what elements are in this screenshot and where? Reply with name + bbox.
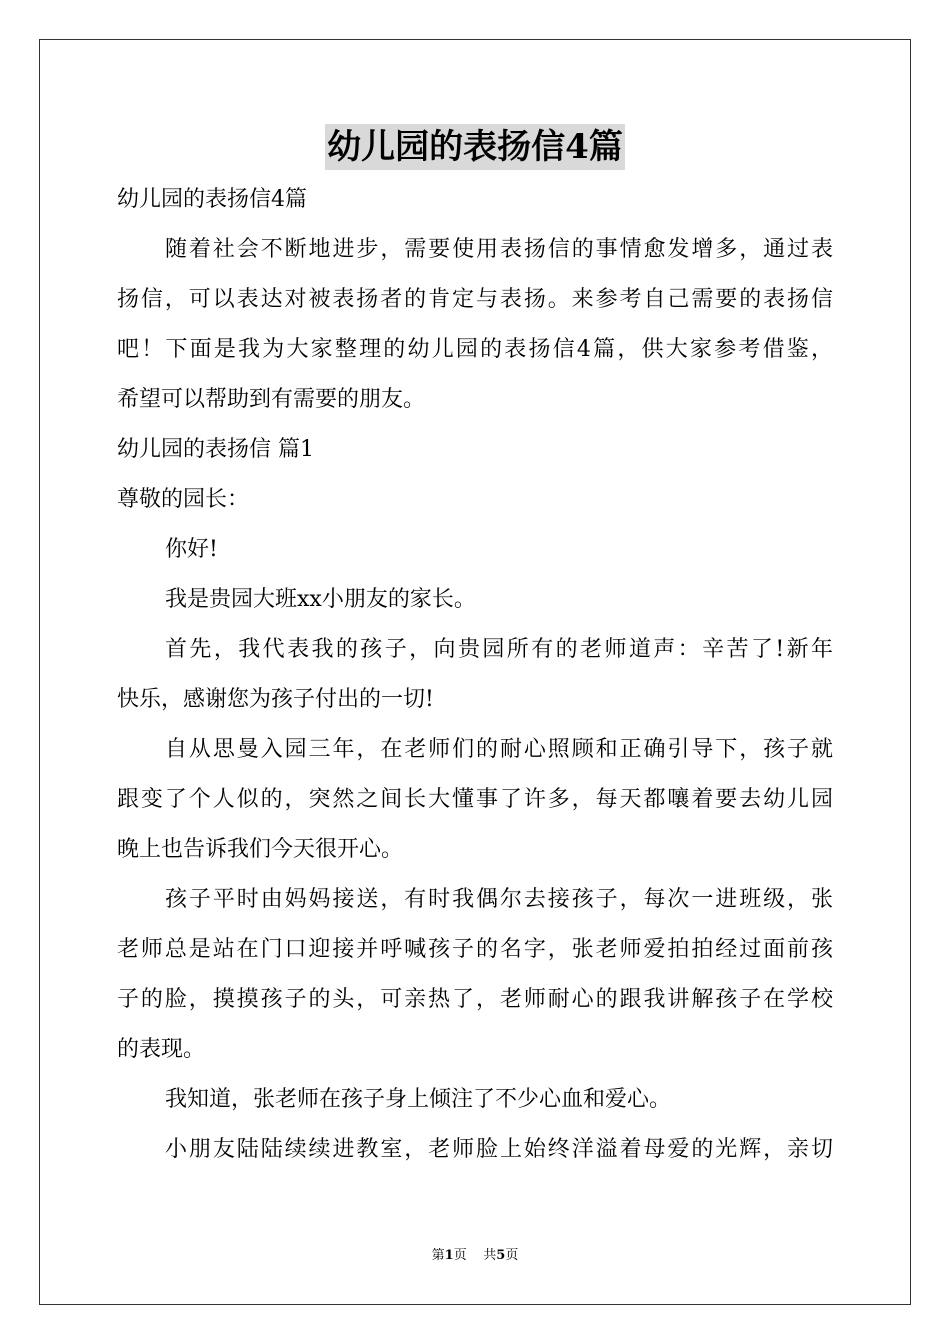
title-wrap <box>0 124 950 170</box>
text-line: 孩子平时由妈妈接送，有时我偶尔去接孩子，每次一进班级，张 <box>165 887 833 912</box>
text-line: 自从思曼入园三年，在老师们的耐心照顾和正确引导下，孩子就 <box>165 737 833 762</box>
page-total: 5 <box>496 1248 506 1263</box>
document-title: 幼儿园的表扬信4篇 <box>325 124 625 170</box>
text-line: 小朋友陆陆续续进教室，老师脸上始终洋溢着母爱的光辉，亲切 <box>165 1137 833 1162</box>
page-number-suffix: 页 <box>453 1248 467 1263</box>
text-line: 子的脸，摸摸孩子的头，可亲热了，老师耐心的跟我讲解孩子在学校 <box>117 987 833 1012</box>
page-total-suffix: 页 <box>505 1248 519 1263</box>
text-line: 老师总是站在门口迎接并呼喊孩子的名字，张老师爱拍拍经过面前孩 <box>117 937 833 962</box>
page-number-current: 1 <box>444 1248 454 1263</box>
text-line: 幼儿园的表扬信 篇1 <box>117 437 314 462</box>
page-total-prefix: 共 <box>483 1248 497 1263</box>
text-line: 尊敬的园长： <box>117 487 250 512</box>
text-line: 吧！下面是我为大家整理的幼儿园的表扬信4篇，供大家参考借鉴， <box>117 337 833 362</box>
page-number-prefix: 第 <box>431 1248 445 1263</box>
text-line: 希望可以帮助到有需要的朋友。 <box>117 387 426 412</box>
text-line: 我是贵园大班xx小朋友的家长。 <box>165 587 476 612</box>
text-line: 我知道，张老师在孩子身上倾注了不少心血和爱心。 <box>165 1087 672 1112</box>
text-line: 首先，我代表我的孩子，向贵园所有的老师道声：辛苦了!新年 <box>165 637 833 662</box>
text-line: 跟变了个人似的，突然之间长大懂事了许多，每天都嚷着要去幼儿园 <box>117 787 833 812</box>
text-line: 快乐，感谢您为孩子付出的一切! <box>117 687 434 712</box>
text-line: 随着社会不断地进步，需要使用表扬信的事情愈发增多，通过表 <box>165 237 833 262</box>
document-body <box>117 175 833 1175</box>
text-line: 你好! <box>165 537 218 562</box>
text-line: 幼儿园的表扬信4篇 <box>117 187 307 212</box>
page-footer <box>0 1247 950 1265</box>
text-line: 的表现。 <box>117 1037 206 1062</box>
text-line: 晚上也告诉我们今天很开心。 <box>117 837 404 862</box>
text-line: 扬信，可以表达对被表扬者的肯定与表扬。来参考自己需要的表扬信 <box>117 287 833 312</box>
